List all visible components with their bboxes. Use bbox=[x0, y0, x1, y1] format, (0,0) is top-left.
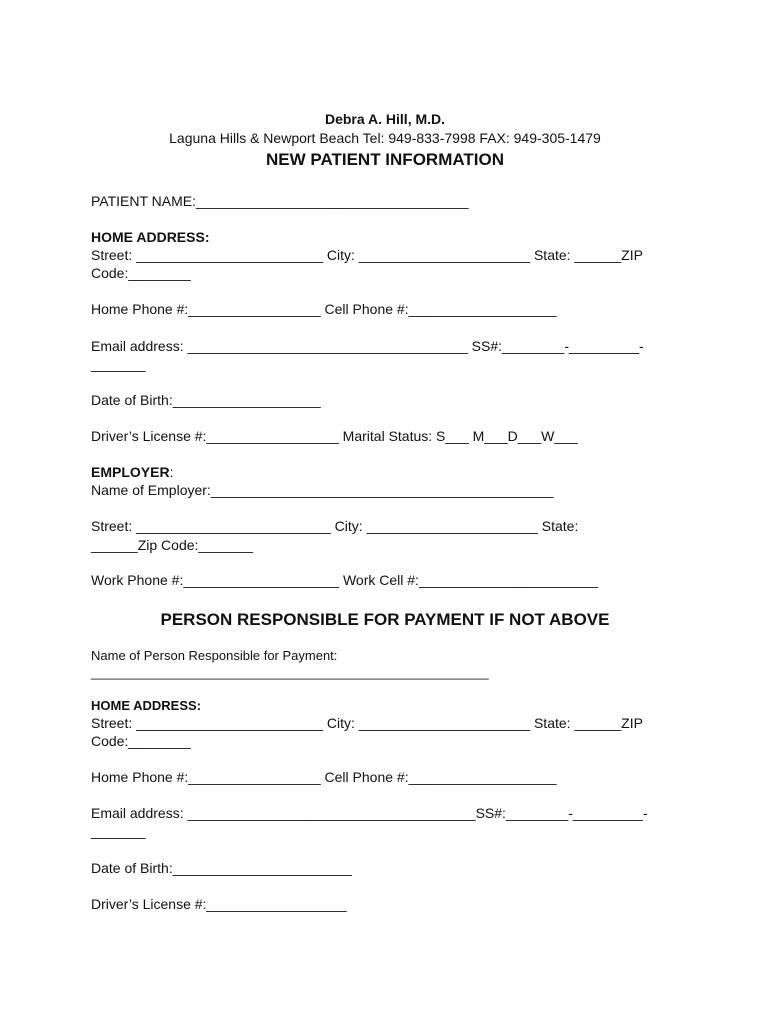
phone-fields[interactable]: Home Phone #:_________________ Cell Phone #:___________________ bbox=[91, 301, 557, 317]
responsible-street-field[interactable]: Street: ________________________ City: ______________________ State: ______ZIP bbox=[91, 715, 643, 731]
employer-label: EMPLOYER bbox=[91, 464, 170, 480]
patient-name-field[interactable]: PATIENT NAME:___________________________________ bbox=[91, 193, 469, 209]
zip-code-field[interactable]: Code:________ bbox=[91, 265, 191, 281]
form-title: NEW PATIENT INFORMATION bbox=[266, 150, 504, 169]
street-city-state-field[interactable]: Street: ________________________ City: ______________________ State: ______ZIP bbox=[91, 247, 643, 263]
responsible-address-heading: HOME ADDRESS: bbox=[91, 698, 202, 713]
responsible-dob-field[interactable]: Date of Birth:_______________________ bbox=[91, 860, 352, 876]
email-ss-field[interactable]: Email address: ____________________________________ SS#:________-_________- bbox=[91, 338, 644, 354]
employer-heading bbox=[91, 464, 173, 481]
employer-zip-field[interactable]: ______Zip Code:_______ bbox=[91, 537, 253, 553]
responsible-ss-continuation[interactable]: _______ bbox=[91, 823, 146, 839]
responsible-zip-field[interactable]: Code:________ bbox=[91, 733, 191, 749]
date-of-birth-field[interactable]: Date of Birth:___________________ bbox=[91, 392, 321, 408]
work-phone-fields[interactable]: Work Phone #:____________________ Work Cell #:_______________________ bbox=[91, 572, 599, 588]
responsible-phone-fields[interactable]: Home Phone #:_________________ Cell Phone #:___________________ bbox=[91, 769, 557, 785]
employer-colon: : bbox=[169, 464, 174, 480]
employer-street-field[interactable]: Street: _________________________ City: ______________________ State: bbox=[91, 518, 579, 534]
doctor-name: Debra A. Hill, M.D. bbox=[324, 111, 446, 127]
responsible-title: PERSON RESPONSIBLE FOR PAYMENT IF NOT ABOVE bbox=[160, 610, 610, 629]
contact-line: Laguna Hills & Newport Beach Tel: 949-833-7998 FAX: 949-305-1479 bbox=[169, 130, 601, 146]
responsible-license-field[interactable]: Driver’s License #:__________________ bbox=[91, 896, 347, 912]
license-marital-field[interactable]: Driver’s License #:_________________ Marital Status: S___ M___D___W___ bbox=[91, 428, 578, 444]
employer-name-field[interactable]: Name of Employer:____________________________________________ bbox=[91, 482, 554, 498]
responsible-email-ss-field[interactable]: Email address: _____________________________________SS#:________-_________- bbox=[91, 805, 648, 821]
responsible-name-field[interactable]: _______________________________________________________ bbox=[91, 665, 489, 680]
responsible-name-label: Name of Person Responsible for Payment: bbox=[91, 648, 338, 663]
home-address-heading: HOME ADDRESS: bbox=[91, 229, 210, 245]
ss-continuation[interactable]: _______ bbox=[91, 356, 146, 372]
